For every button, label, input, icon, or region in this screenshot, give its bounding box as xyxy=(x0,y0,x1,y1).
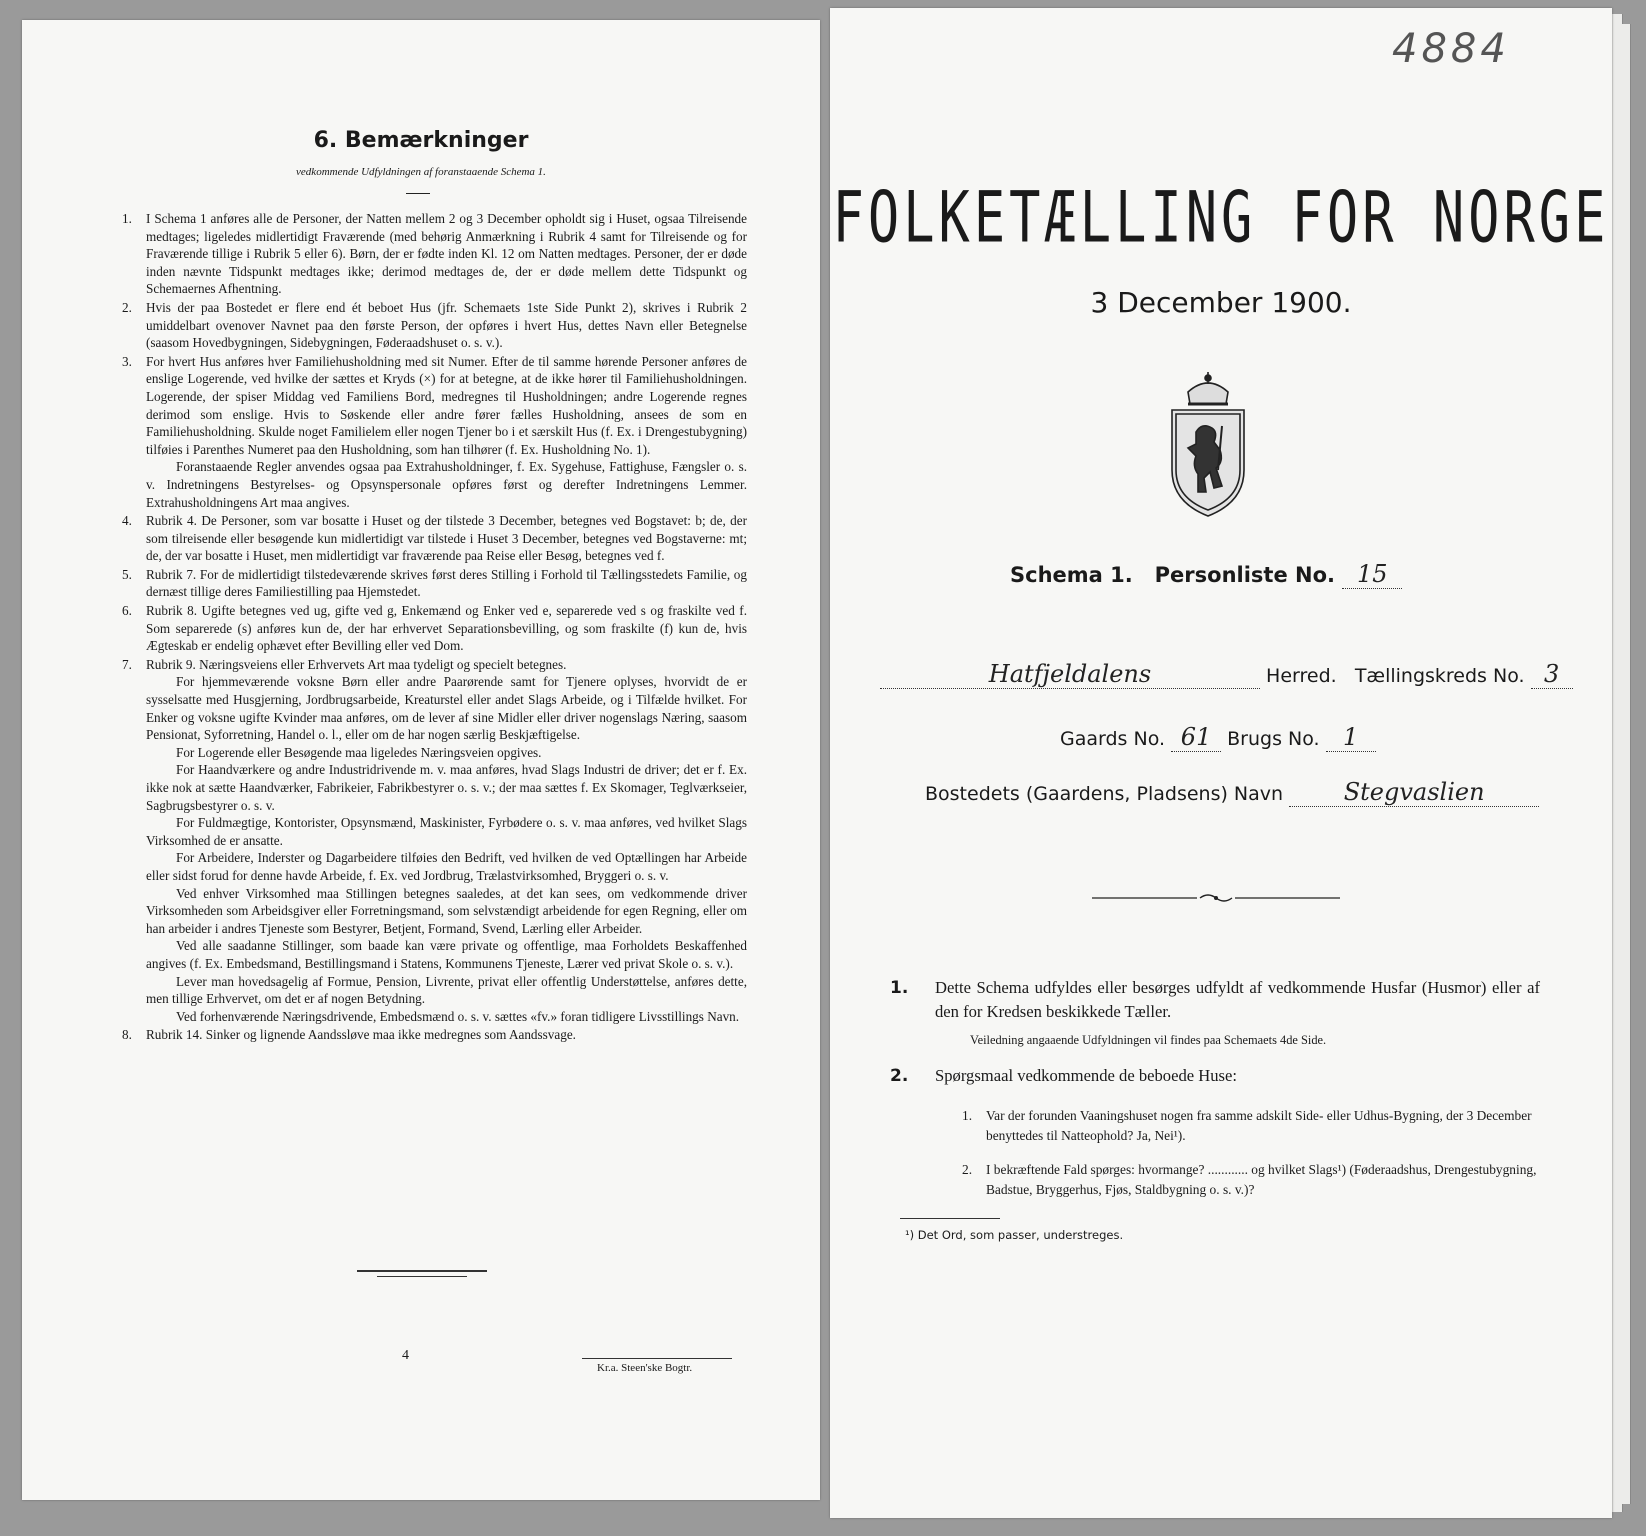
schema-label: Schema 1. xyxy=(1010,563,1133,587)
remark-item xyxy=(122,299,747,352)
page-number: 4 xyxy=(402,1348,409,1363)
printer-imprint: Kr.a. Steen'ske Bogtr. xyxy=(597,1362,693,1374)
remark-item xyxy=(122,656,747,1025)
remark-number: 5. xyxy=(122,566,132,582)
remark-number: 1. xyxy=(122,211,132,226)
title-divider xyxy=(406,193,430,194)
left-page xyxy=(22,20,820,1500)
remark-text: For hvert Hus anføres hver Familiehusholdning med sit Numer. Efter de til samme hørende Personer anføres de enslige Logerende, ved hvilke der sættes et Kryds (×) for at betegne, at de ikke hører til Familiehusholdningen. Logerende, der spiser Middag ved Familiens Bord, medregnes til Husholdningen; andre Logerende regnes derimod som enslige. Hvis to Søskende eller andre fører fælles Husholdning, ansees de som en Familiehusholdning. Skulde noget Familielem eller nogen Tjener bo i et særskilt Hus (f. Ex. i Drengestubygning) tilføies i Parenthes Numeret paa den Husholdning, som han tilhører (f. Ex. Husholdning No. 1). xyxy=(146,353,747,457)
remark-text: Foranstaaende Regler anvendes ogsaa paa Extrahusholdninger, f. Ex. Sygehuse, Fattighuse, Fængsler o. s. v. Indretningens Bestyrelses- og Opsynspersonale opføres først og derefter Indretningens Lemmer. Extrahusholdningens Art maa angives. xyxy=(146,459,747,510)
remark-text: For Haandværkere og andre Industridrivende m. v. maa anføres, hvad Slags Industri de driver; det er f. Ex. ikke nok at sætte Haandværker, Fabrikeier, Fabrikbestyrer o. s. v.; der maa sættes f. Ex Skomager, Teglværkseier, Sagbrugsbestyrer o. s. v. xyxy=(146,762,747,813)
herred-label: Herred. xyxy=(1266,665,1337,687)
question-text: Var der forunden Vaaningshuset nogen fra samme adskilt Side- eller Udhus-Bygning, der 3 December benyttedes til Natteophold? Ja, Nei¹). xyxy=(986,1108,1532,1143)
remark-text: For hjemmeværende voksne Børn eller andre Paarørende samt for Tjenere oplyses, hvorvidt de er sysselsatte med Husgjerning, Jordbrugsarbeide, Kreaturstel eller andet Slags Arbeide, og i Tilfælde hvilket. For Enker og voksne ugifte Kvinder maa anføres, om de lever af sine Midler eller driver nogenslags Næring, saasom Pensionat, Syforretning, Handel o. l., eller om de har nogen særlig Beskjæftigelse. xyxy=(146,674,747,743)
brugs-label: Brugs No. xyxy=(1227,728,1320,750)
remark-text: I Schema 1 anføres alle de Personer, der Natten mellem 2 og 3 December opholdt sig i Huset, ogsaa Tilreisende medtages; ligeledes midlertidigt Fraværende (med behørig Anmærkning i Rubrik 4 samt for Tilreisende og for Fraværende tillige i Rubrik 5 eller 6). Børn, der er fødte inden Kl. 12 om Natten medtages. Personer, der er døde inden nævnte Tidspunkt medtages ikke; derimod medtages de, der er døde mellem dette Tidspunkt og Schemaernes Afhentning. xyxy=(146,211,747,297)
instruction-text: Spørgsmaal vedkommende de beboede Huse: xyxy=(935,1066,1237,1085)
question-2 xyxy=(962,1160,1540,1200)
personliste-label: Personliste No. xyxy=(1154,563,1335,587)
kreds-number[interactable]: 3 xyxy=(1531,660,1573,689)
bottom-rule xyxy=(357,1270,487,1272)
instruction-number: 1. xyxy=(890,978,909,998)
remark-number: 7. xyxy=(122,656,132,672)
page-edge xyxy=(1622,24,1631,1504)
remark-text: Hvis der paa Bostedet er flere end ét beboet Hus (jfr. Schemaets 1ste Side Punkt 2), skrives i Rubrik 2 umiddelbart ovenover Navnet paa den første Person, der opføres i hvert Hus, dettes Navn eller Betegnelse (saasom Hovedbygningen, Sidebygningen, Føderaadshuset o. s. v.). xyxy=(146,299,747,351)
remark-number: 2. xyxy=(122,299,132,315)
question-number: 1. xyxy=(962,1108,973,1123)
remark-text: For Logerende eller Besøgende maa ligeledes Næringsveien opgives. xyxy=(176,744,542,760)
bosted-label: Bostedets (Gaardens, Pladsens) Navn xyxy=(925,783,1284,805)
remark-text: Rubrik 9. Næringsveiens eller Erhvervets Art maa tydeligt og specielt betegnes. xyxy=(146,656,567,672)
question-text: I bekræftende Fald spørges: hvormange? ............ og hvilket Slags¹) (Føderaadshus, Drengestubygning, Badstue, Bryggerhus, Fjøs, Staldbygning o. s. v.)? xyxy=(986,1162,1537,1197)
bosted-line xyxy=(925,778,1539,807)
remark-text: For Fuldmægtige, Kontorister, Opsynsmænd, Maskinister, Fyrbødere o. s. v. maa anføres, ved hvilket Slags Virksomhed de er ansatte. xyxy=(146,815,747,848)
remark-text: Rubrik 4. De Personer, som var bosatte i Huset og der tilstede 3 December, betegnes ved Bogstavet: b; de, der som tilreisende eller besøgende kun midlertidigt var tilstede i Huset 3 December, betegnes ved Bogstaverne: mt; de, der var bosatte i Huset, men midlertidigt var fraværende paa Reise eller Besøg, betegnes ved f. xyxy=(146,513,747,564)
remark-item xyxy=(122,210,747,298)
remark-text: For Arbeidere, Inderster og Dagarbeidere tilføies den Bedrift, ved hvilken de ved Optællingen har Arbeide eller sidst forud for denne havde Arbeide, f. Ex. ved Jordbrug, Trælastvirksomhed, Bryggeri o. s. v. xyxy=(146,850,747,883)
footnote: ¹) Det Ord, som passer, understreges. xyxy=(905,1228,1124,1242)
remarks-subtitle: vedkommende Udfyldningen af foranstaaende Schema 1. xyxy=(296,166,546,178)
gaards-line xyxy=(1060,723,1376,752)
remark-text: Rubrik 14. Sinker og lignende Aandssløve maa ikke medregnes som Aandssvage. xyxy=(146,1027,576,1043)
instruction-note: Veiledning angaaende Udfyldningen vil findes paa Schemaets 4de Side. xyxy=(970,1033,1327,1047)
census-date: 3 December 1900. xyxy=(1090,286,1352,319)
schema-line xyxy=(1010,560,1402,589)
ornament-divider-icon xyxy=(1092,888,1340,908)
question-number: 2. xyxy=(962,1162,973,1177)
right-page xyxy=(830,8,1612,1518)
gaards-number[interactable]: 61 xyxy=(1171,723,1221,752)
remark-text: Ved enhver Virksomhed maa Stillingen betegnes saaledes, at det kan sees, om vedkommende driver Virksomheden som Arbeidsgiver eller Forretningsmand, som selvstændigt arbeidende for egen Regning, eller om han arbeider i andres Tjeneste som Bestyrer, Betjent, Formand, Svend, Lærling eller Arbeider. xyxy=(146,885,747,936)
gaards-label: Gaards No. xyxy=(1060,728,1166,750)
remark-item xyxy=(122,566,747,601)
bottom-rule-short xyxy=(377,1276,467,1277)
personliste-number[interactable]: 15 xyxy=(1342,560,1402,589)
remark-item xyxy=(122,512,747,565)
footnote-rule xyxy=(900,1218,1000,1219)
coat-of-arms-icon xyxy=(1158,370,1258,518)
remark-text: Rubrik 7. For de midlertidigt tilstedeværende skrives først deres Stilling i Forhold til Tællingsstedets Familie, og dernæst tillige deres Familiestilling paa Hjemstedet. xyxy=(146,566,747,600)
bosted-field[interactable]: Stegvaslien xyxy=(1289,778,1539,807)
archive-number: 4884 xyxy=(1392,26,1510,72)
remark-text: Lever man hovedsagelig af Formue, Pension, Livrente, privat eller offentlig Understøttelse, anføres dette, men tillige Erhvervet, om det er af nogen Betydning. xyxy=(146,973,747,1007)
remark-number: 4. xyxy=(122,513,132,529)
remark-number: 3. xyxy=(122,353,132,369)
remark-item xyxy=(122,353,747,511)
remarks-list xyxy=(122,210,747,1045)
printer-rule xyxy=(582,1358,732,1359)
remark-text: Rubrik 8. Ugifte betegnes ved ug, gifte ved g, Enkemænd og Enker ved e, separerede ved s og fraskilte ved f. Som separerede (s) anføres kun de, der har erhvervet Separationsbevilling, og som fraskilte (f) kun de, hvis Ægteskab er endelig ophævet efter Bevilling eller ved Dom. xyxy=(146,603,747,654)
brugs-number[interactable]: 1 xyxy=(1326,723,1376,752)
remark-number: 8. xyxy=(122,1027,132,1043)
remark-item xyxy=(122,1026,747,1044)
census-title: FOLKETÆLLING FOR NORGE xyxy=(832,178,1610,259)
question-1 xyxy=(962,1106,1540,1146)
remark-text: Ved forhenværende Næringsdrivende, Embedsmænd o. s. v. sættes «fv.» foran tidligere Livsstillings Navn. xyxy=(176,1008,740,1024)
instruction-number: 2. xyxy=(890,1066,909,1086)
herred-field[interactable]: Hatfjeldalens xyxy=(880,660,1260,689)
instruction-text: Dette Schema udfyldes eller besørges udfyldt af vedkommende Husfar (Husmor) eller af den for Kredsen beskikkede Tæller. xyxy=(935,978,1540,1021)
remark-item xyxy=(122,602,747,655)
herred-line xyxy=(880,660,1573,689)
kreds-label: Tællingskreds No. xyxy=(1354,665,1525,687)
remark-number: 6. xyxy=(122,603,132,619)
remark-text: Ved alle saadanne Stillinger, som baade kan være private og offentlige, maa Forholdets Beskaffenhed angives (f. Ex. Embedsmand, Bestillingsmand i Statens, Kommunens Tjeneste, Lærer ved privat Skole o. s. v.). xyxy=(146,938,747,971)
remarks-title: 6. Bemærkninger xyxy=(313,128,529,153)
